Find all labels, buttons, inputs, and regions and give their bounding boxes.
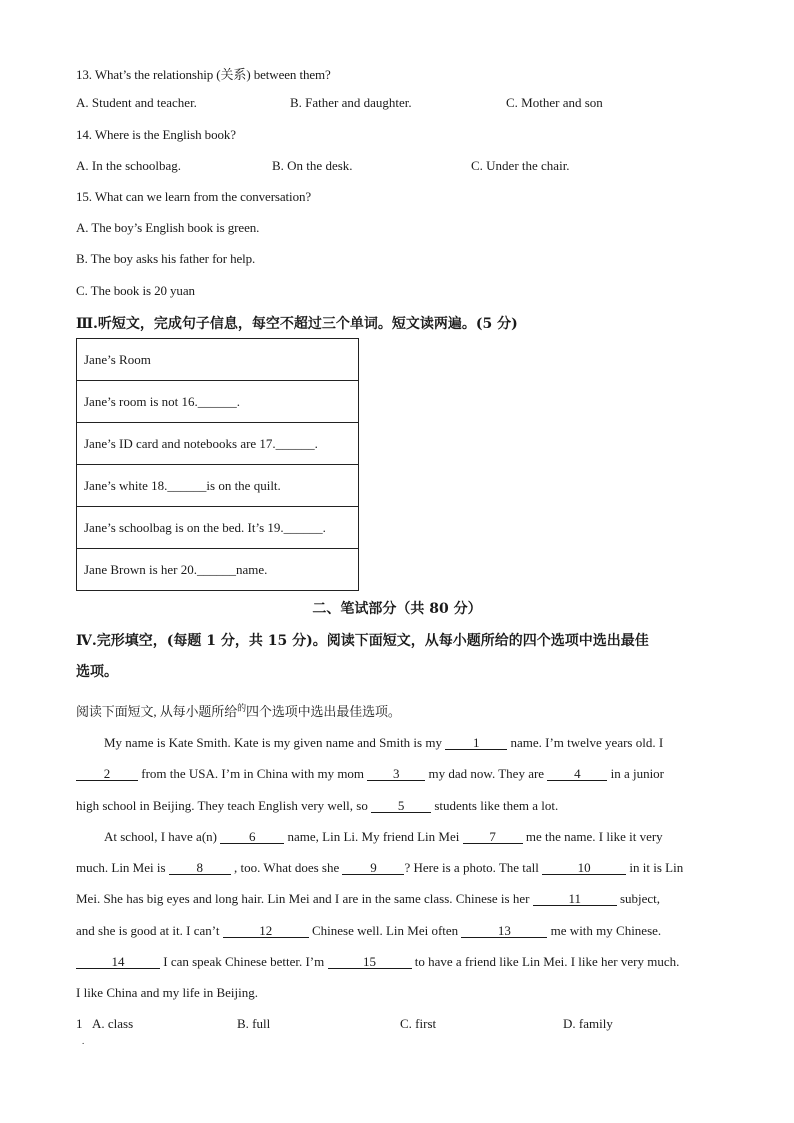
passage-text: students like them a lot. [431,798,559,813]
blank-15[interactable]: 15 [328,955,412,969]
passage-line-6 [76,891,716,907]
q1-option-b[interactable]: B. full [237,1016,271,1031]
table-row-title: Jane’s Room [77,339,359,381]
passage-text: I like China and my life in Beijing. [76,985,258,1000]
table-row-19[interactable]: Jane’s schoolbag is on the bed. It’s 19.______. [77,507,359,549]
blank-7[interactable]: 7 [463,830,523,844]
passage-text: high school in Beijing. They teach English very well, so [76,798,372,813]
passage-text: much. Lin Mei is [76,860,169,875]
q14-option-c[interactable]: C. Under the chair. [471,158,570,173]
blank-5[interactable]: 5 [371,799,431,813]
blank-3[interactable]: 3 [367,767,425,781]
passage-text: I can speak Chinese better. I’m [160,954,328,969]
q1-option-a[interactable]: A. class [92,1016,134,1031]
question-14-stem: 14. Where is the English book? [76,127,236,142]
q13-option-a[interactable]: A. Student and teacher. [76,95,197,110]
passage-line-7 [76,923,716,939]
passage-line-8 [76,954,716,970]
blank-10[interactable]: 10 [542,861,626,875]
blank-13[interactable]: 13 [461,924,547,938]
table-row-16[interactable]: Jane’s room is not 16.______. [77,381,359,423]
blank-6[interactable]: 6 [220,830,284,844]
q13-option-b[interactable]: B. Father and daughter. [290,95,412,110]
instruction-small-char: 的 [237,703,247,713]
section-4-heading-line1: Ⅳ.完形填空，(每题 1 分，共 15 分)。阅读下面短文，从每小题所给的四个选项中选出最佳 [76,633,649,649]
passage-text: in a junior [607,766,665,781]
passage-line-2 [76,766,716,782]
passage-text: At school, I have a(n) [104,829,221,844]
question-1-number: 1 [76,1016,83,1031]
q15-option-a[interactable]: A. The boy’s English book is green. [76,220,260,235]
instruction-part-a: 阅读下面短文, 从每小题所给 [76,704,238,719]
passage-text: to have a friend like Lin Mei. I like her very much. [411,954,680,969]
section-4-instruction [76,701,401,720]
passage-line-4 [104,829,744,845]
passage-line-3 [76,798,716,814]
passage-text: My name is Kate Smith. Kate is my given name and Smith is my [104,735,446,750]
q15-option-c[interactable]: C. The book is 20 yuan [76,283,195,298]
part-2-title: 二、笔试部分（共 80 分） [312,601,482,617]
question-15-stem: 15. What can we learn from the conversation? [76,189,312,204]
passage-text: Mei. She has big eyes and long hair. Lin Mei and I are in the same class. Chinese is her [76,891,533,906]
blank-12[interactable]: 12 [223,924,309,938]
blank-2[interactable]: 2 [76,767,138,781]
passage-text: , too. What does she [230,860,343,875]
passage-text: name, Lin Li. My friend Lin Mei [284,829,463,844]
table-row-20[interactable]: Jane Brown is her 20.______name. [77,549,359,591]
q13-option-c[interactable]: C. Mother and son [506,95,603,110]
passage-line-5 [76,860,716,876]
q14-option-a[interactable]: A. In the schoolbag. [76,158,182,173]
passage-text: ? Here is a photo. The tall [404,860,543,875]
q1-option-d[interactable]: D. family [563,1016,613,1031]
passage-text: subject, [616,891,661,906]
question-13-stem: 13. What’s the relationship (关系) between them? [76,67,331,82]
passage-text: me the name. I like it very [522,829,663,844]
q1-option-c[interactable]: C. first [400,1016,437,1031]
passage-line-9 [76,985,716,1001]
blank-14[interactable]: 14 [76,955,160,969]
instruction-part-b: 四个选项中选出最佳选项。 [246,704,401,719]
passage-text: in it is Lin [626,860,684,875]
passage-text: my dad now. They are [425,766,548,781]
passage-text: from the USA. I’m in China with my mom [138,766,368,781]
passage-line-1 [104,735,744,751]
q15-option-b[interactable]: B. The boy asks his father for help. [76,251,256,266]
section-4-heading-line2: 选项。 [76,664,118,680]
passage-text: and she is good at it. I can’t [76,923,223,938]
passage-text: me with my Chinese. [547,923,662,938]
blank-1[interactable]: 1 [445,736,507,750]
table-row-18[interactable]: Jane’s white 18.______is on the quilt. [77,465,359,507]
stray-mark: . [82,1036,85,1046]
blank-4[interactable]: 4 [547,767,607,781]
passage-text: name. I’m twelve years old. I [507,735,664,750]
table-row-17[interactable]: Jane’s ID card and notebooks are 17.______. [77,423,359,465]
blank-11[interactable]: 11 [533,892,617,906]
q14-option-b[interactable]: B. On the desk. [272,158,353,173]
passage-text: Chinese well. Lin Mei often [308,923,462,938]
blank-9[interactable]: 9 [342,861,404,875]
jane-room-table [76,338,359,591]
section-3-heading: Ⅲ.听短文，完成句子信息，每空不超过三个单词。短文读两遍。(5 分) [76,316,518,332]
blank-8[interactable]: 8 [169,861,231,875]
